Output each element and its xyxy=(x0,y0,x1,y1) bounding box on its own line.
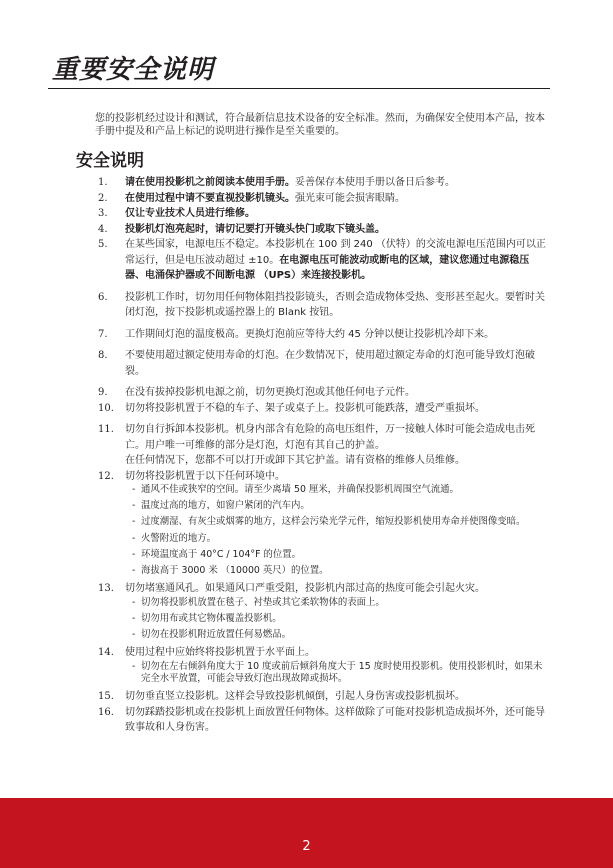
sub-item-text: 过度潮湿、有灰尘或烟雾的地方，这样会污染光学元件，缩短投影机使用寿命并使图像变暗。 xyxy=(141,516,526,528)
item-number: 1. xyxy=(98,177,108,188)
sub-item-text: 海拔高于 3000 米 （10000 英尺）的位置。 xyxy=(141,565,329,577)
item-number: 11. xyxy=(98,424,114,435)
list-item xyxy=(0,290,613,321)
safety-instructions-list xyxy=(0,175,613,736)
title-divider xyxy=(48,88,550,89)
item-text: 切勿将投影机置于不稳的车子、架子或桌子上。投影机可能跌落，遭受严重损坏。 xyxy=(125,402,485,414)
dash-bullet: - xyxy=(132,660,136,672)
sub-item-text: 切勿在左右倾斜角度大于 10 度或前后倾斜角度大于 15 度时使用投影机。使用投影机时，如果未完全水平放置，可能会导致灯泡出现故障或损坏。 xyxy=(141,660,543,685)
item-bold-text: 在电源电压可能波动或断电的区域，建议您通过电源稳压器、电涌保护器或不间断电源 （UPS）来连接投影机。 xyxy=(125,254,530,281)
item-text: 切勿堵塞通风孔。如果通风口严重受阻，投影机内部过高的热度可能会引起火灾。 xyxy=(125,583,485,595)
sub-list-item xyxy=(132,660,547,685)
item-number: 2. xyxy=(98,192,108,204)
sub-list-item xyxy=(132,629,547,641)
item-bold-text: 投影机灯泡亮起时，请切记要打开镜头快门或取下镜头盖。 xyxy=(125,223,385,235)
section-heading: 安全说明 xyxy=(76,151,144,171)
item-text: 切勿将投影机置于以下任何环境中。 xyxy=(125,470,285,482)
dash-bullet: - xyxy=(132,548,136,560)
item-number: 10. xyxy=(98,402,114,414)
sub-list-item xyxy=(132,532,547,545)
dash-bullet: - xyxy=(132,629,136,641)
item-text: 在没有拔掉投影机电源之前，切勿更换灯泡或其他任何电子元件。 xyxy=(125,387,415,398)
item-text: 妥善保存本使用手册以备日后参考。 xyxy=(295,177,455,188)
list-item xyxy=(0,385,613,401)
dash-bullet: - xyxy=(132,500,136,512)
sub-item-text: 火警附近的地方。 xyxy=(141,532,217,544)
item-number: 7. xyxy=(98,328,108,340)
sub-list-item xyxy=(132,500,547,512)
list-item xyxy=(0,581,613,641)
list-item xyxy=(0,689,613,705)
dash-bullet: - xyxy=(132,532,136,544)
page-number: 2 xyxy=(302,839,311,854)
list-item xyxy=(0,348,613,379)
item-number: 14. xyxy=(98,647,114,659)
dash-bullet: - xyxy=(132,565,136,577)
sub-item-text: 温度过高的地方，如窗户紧闭的汽车内。 xyxy=(141,500,310,512)
sub-item-text: 环境温度高于 40°C / 104°F 的位置。 xyxy=(141,548,301,560)
list-item xyxy=(0,327,613,343)
sub-list-item xyxy=(132,548,547,561)
item-number: 3. xyxy=(98,208,108,219)
dash-bullet: - xyxy=(132,596,136,608)
item-number: 16. xyxy=(98,706,114,718)
sub-list-item xyxy=(132,565,547,577)
sub-list-item xyxy=(132,612,547,625)
item-number: 4. xyxy=(98,223,108,235)
sub-item-text: 切勿用布或其它物体覆盖投影机。 xyxy=(141,612,282,624)
dash-bullet: - xyxy=(132,516,136,528)
list-item xyxy=(0,222,613,238)
item-bold-text: 仅让专业技术人员进行维修。 xyxy=(125,208,255,219)
list-item xyxy=(0,175,613,191)
item-number: 15. xyxy=(98,691,114,703)
item-text: 在某些国家，电源电压不稳定。本投影机在 100 到 240 （伏特）的交流电源电压范围内可以正常运行，但是电压波动超过 ±10。 xyxy=(125,239,546,266)
dash-bullet: - xyxy=(132,612,136,624)
list-item xyxy=(0,469,613,578)
item-text: 强光束可能会损害眼睛。 xyxy=(295,192,405,204)
sub-item-text: 切勿在投影机附近放置任何易燃品。 xyxy=(141,629,292,641)
list-item xyxy=(0,705,613,736)
item-number: 9. xyxy=(98,387,108,398)
item-number: 13. xyxy=(98,583,114,595)
sub-list-item xyxy=(132,596,547,609)
intro-paragraph: 您的投影机经过设计和测试，符合最新信息技术设备的安全标准。然而，为确保安全使用本产品，按本手册中提及和产品上标记的说明进行操作是至关重要的。 xyxy=(95,113,545,137)
sub-item-text: 通风不佳或狭窄的空间。请至少离墙 50 厘米，并确保投影机周围空气流通。 xyxy=(141,484,459,495)
item-number: 5. xyxy=(98,239,108,250)
list-item xyxy=(0,401,613,417)
item-number: 8. xyxy=(98,350,108,361)
item-text: 切勿自行拆卸本投影机。机身内部含有危险的高电压组件，万一接触人体时可能会造成电击死亡。用户唯一可维修的部分是灯泡，灯泡有其自己的护盖。 xyxy=(125,424,535,451)
sub-list xyxy=(125,484,547,577)
list-item xyxy=(0,237,613,284)
item-text: 工作期间灯泡的温度极高。更换灯泡前应等待大约 45 分钟以便让投影机冷却下来。 xyxy=(125,328,495,340)
list-item xyxy=(0,206,613,222)
sub-item-text: 切勿将投影机放置在毯子、衬垫或其它柔软物体的表面上。 xyxy=(141,596,385,608)
item-text: 不要使用超过额定使用寿命的灯泡。在少数情况下，使用超过额定寿命的灯泡可能导致灯泡破裂。 xyxy=(125,350,535,377)
page-title: 重要安全说明 xyxy=(52,55,215,85)
item-text: 使用过程中应始终将投影机置于水平面上。 xyxy=(125,647,315,659)
sub-list xyxy=(125,661,547,685)
dash-bullet: - xyxy=(132,484,136,495)
item-bold-text: 在使用过程中请不要直视投影机镜头。 xyxy=(125,192,295,204)
item-text: 切勿垂直竖立投影机。这样会导致投影机倾倒，引起人身伤害或投影机损坏。 xyxy=(125,691,465,703)
sub-list-item xyxy=(132,484,547,496)
item-number: 6. xyxy=(98,291,108,303)
list-item xyxy=(0,422,613,469)
item-bold-text: 请在使用投影机之前阅读本使用手册。 xyxy=(125,177,295,188)
list-item xyxy=(0,191,613,207)
sub-list xyxy=(125,597,547,642)
list-item xyxy=(0,645,613,685)
sub-list-item xyxy=(132,516,547,528)
footer-bar xyxy=(0,798,613,868)
item-text: 投影机工作时，切勿用任何物体阻挡投影镜头，否则会造成物体受热、变形甚至起火。要暂时关闭灯泡，按下投影机或遥控器上的 Blank 按钮。 xyxy=(125,291,545,318)
item-text: 切勿踩踏投影机或在投影机上面放置任何物体。这样做除了可能对投影机造成损坏外，还可能导致事故和人身伤害。 xyxy=(125,706,545,734)
item-text-continued: 在任何情况下，您都不可以打开或卸下其它护盖。请有资格的维修人员维修。 xyxy=(125,455,465,466)
item-number: 12. xyxy=(98,470,114,482)
